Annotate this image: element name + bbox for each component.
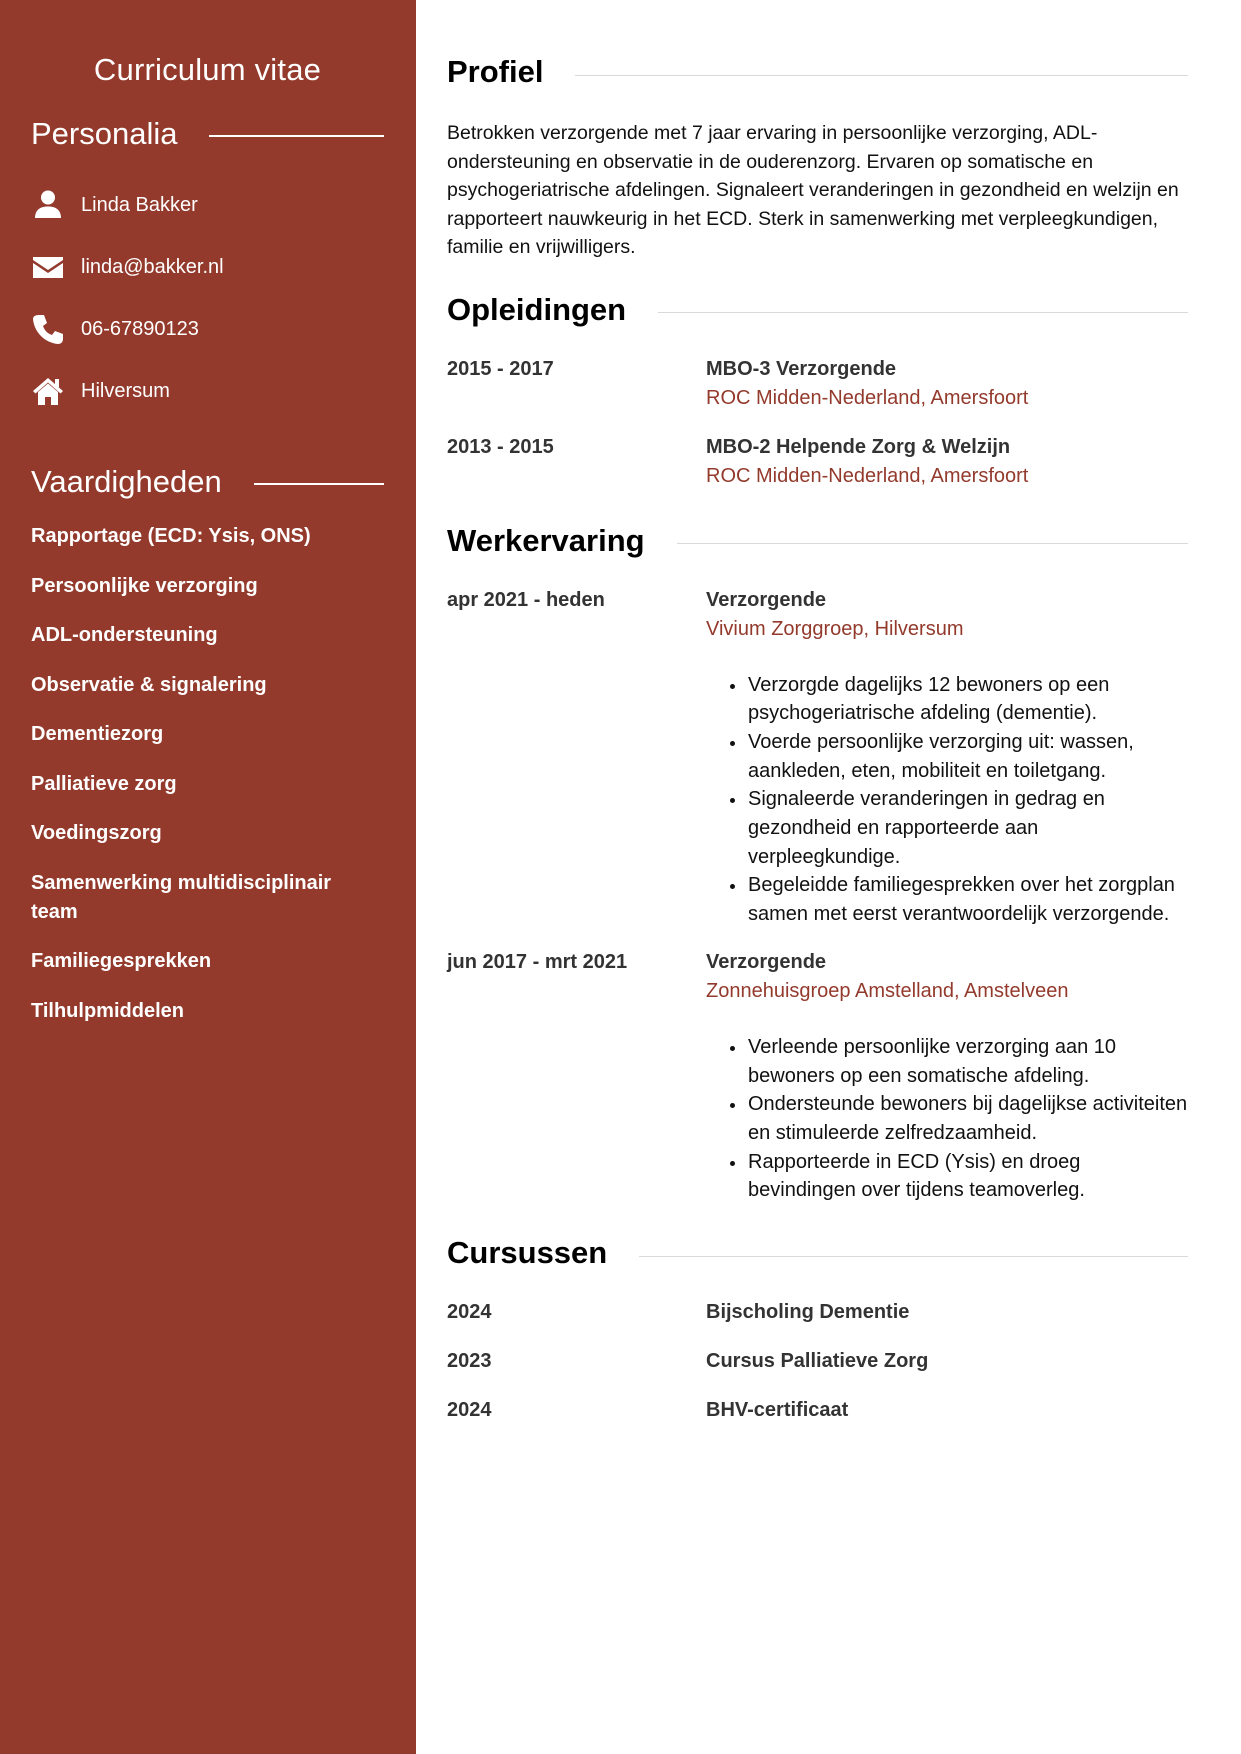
education-entry: [447, 355, 1188, 413]
courses-heading: [447, 1231, 1188, 1275]
entry-employer: Zonnehuisgroep Amstelland, Amstelveen: [706, 979, 1069, 1002]
skill-item: Samenwerking multidisciplinair team: [31, 871, 332, 923]
skill-item: Persoonlijke verzorging: [31, 574, 258, 597]
profile-section: [447, 50, 1188, 262]
divider: [575, 75, 1188, 76]
skill-item: ADL-ondersteuning: [31, 624, 218, 646]
entry-date: 2024: [447, 1301, 492, 1324]
course-entry: [447, 1298, 1188, 1327]
courses-heading-text: Cursussen: [447, 1235, 608, 1271]
profile-heading-text: Profiel: [447, 54, 544, 89]
user-icon: [31, 188, 65, 222]
main-content: [416, 0, 1241, 1754]
bullet-item: • Rapporteerde in ECD (Ysis) en droeg bevindingen over tijdens teamoverleg.: [747, 1148, 1188, 1205]
courses-section: [447, 1231, 1188, 1425]
contact-phone-text[interactable]: 06-67890123: [81, 317, 199, 340]
entry-title: MBO-3 Verzorgende: [706, 357, 897, 380]
skills-list: [31, 522, 384, 1026]
contact-name-text: Linda Bakker: [81, 193, 198, 216]
skill-item: Dementiezorg: [31, 723, 164, 745]
entry-date: 2015 - 2017: [447, 357, 554, 380]
experience-entry: [447, 586, 1188, 929]
entry-date: 2013 - 2015: [447, 435, 554, 458]
entry-title: Cursus Palliatieve Zorg: [706, 1350, 929, 1373]
bullet-item: • Signaleerde veranderingen in gedrag en gezondheid en rapporteerde aan verpleegkundige.: [747, 785, 1188, 871]
skill-item: Palliatieve zorg: [31, 772, 177, 795]
skill-item: Familiegesprekken: [31, 950, 212, 972]
skills-heading-text: Vaardigheden: [31, 464, 222, 499]
skills-heading: [31, 464, 384, 500]
personalia-heading: [31, 116, 384, 152]
bullet-item: • Verzorgde dagelijks 12 bewoners op een psychogeriatrische afdeling (dementie).: [747, 671, 1188, 728]
contact-phone[interactable]: [31, 298, 384, 360]
skill-item: Tilhulpmiddelen: [31, 999, 184, 1022]
bullet-item: • Begeleidde familiegesprekken over het zorgplan samen met eerst verantwoordelijk verzorgende.: [747, 871, 1188, 928]
entry-date: 2024: [447, 1399, 492, 1422]
divider: [254, 483, 384, 485]
experience-heading-text: Werkervaring: [447, 522, 645, 558]
personalia-heading-text: Personalia: [31, 116, 178, 151]
entry-date: 2023: [447, 1350, 492, 1373]
entry-title: Verzorgende: [706, 588, 827, 611]
envelope-icon: [31, 250, 65, 284]
education-heading: [447, 288, 1188, 332]
experience-section: [447, 519, 1188, 1206]
phone-icon: [31, 312, 65, 346]
divider: [658, 312, 1188, 313]
education-section: [447, 288, 1188, 491]
home-icon: [31, 374, 65, 408]
bullet-item: • Voerde persoonlijke verzorging uit: wassen, aankleden, eten, mobiliteit en toiletgang.: [747, 728, 1188, 785]
course-entry: [447, 1396, 1188, 1425]
bullet-item: • Ondersteunde bewoners bij dagelijkse activiteiten en stimuleerde zelfredzaamheid.: [747, 1090, 1188, 1147]
entry-institution: ROC Midden-Nederland, Amersfoort: [706, 386, 1029, 409]
bullet-list: [706, 1033, 1188, 1205]
entry-institution: ROC Midden-Nederland, Amersfoort: [706, 464, 1029, 487]
education-entry: [447, 433, 1188, 491]
entry-body: [706, 1396, 1188, 1425]
entry-body: [706, 948, 1188, 1205]
course-entry: [447, 1347, 1188, 1376]
experience-heading: [447, 519, 1188, 563]
entry-title: Bijscholing Dementie: [706, 1301, 910, 1324]
contact-list: [31, 174, 384, 422]
entry-title: MBO-2 Helpende Zorg & Welzijn: [706, 435, 1011, 458]
contact-email-text[interactable]: linda@bakker.nl: [81, 255, 224, 278]
cv-title: Curriculum vitae: [93, 52, 322, 87]
entry-body: [706, 355, 1188, 413]
entry-employer: Vivium Zorggroep, Hilversum: [706, 617, 964, 640]
skill-item: Observatie & signalering: [31, 673, 267, 696]
bullet-list: [706, 671, 1188, 929]
divider: [677, 543, 1188, 544]
contact-location-text: Hilversum: [81, 379, 170, 402]
entry-title: Verzorgende: [706, 950, 827, 973]
contact-location: [31, 360, 384, 422]
education-heading-text: Opleidingen: [447, 291, 627, 327]
sidebar: [0, 0, 416, 1754]
entry-date: jun 2017 - mrt 2021: [447, 950, 628, 973]
divider: [209, 135, 384, 137]
entry-body: [706, 1347, 1188, 1376]
entry-title: BHV-certificaat: [706, 1399, 849, 1422]
contact-email[interactable]: [31, 236, 384, 298]
entry-body: [706, 1298, 1188, 1327]
experience-entry: [447, 948, 1188, 1205]
divider: [639, 1256, 1188, 1257]
skill-item: Voedingszorg: [31, 822, 162, 844]
entry-body: [706, 433, 1188, 491]
bullet-item: • Verleende persoonlijke verzorging aan 10 bewoners op een somatische afdeling.: [747, 1033, 1188, 1090]
profile-heading: [447, 50, 1188, 94]
skill-item: Rapportage (ECD: Ysis, ONS): [31, 525, 311, 547]
profile-text: Betrokken verzorgende met 7 jaar ervaring in persoonlijke verzorging, ADL-ondersteuning en observatie in de ouderenzorg. Ervaren op somatische en psychogeriatrische afdelingen. Signaleert veranderingen in gezondheid en welzijn en rapporteert nauwkeurig in het ECD. Sterk in samenwerking met verpleegkundigen, familie en vrijwilligers.: [447, 122, 1179, 258]
entry-date: apr 2021 - heden: [447, 588, 605, 611]
contact-name: [31, 174, 384, 236]
entry-body: [706, 586, 1188, 929]
